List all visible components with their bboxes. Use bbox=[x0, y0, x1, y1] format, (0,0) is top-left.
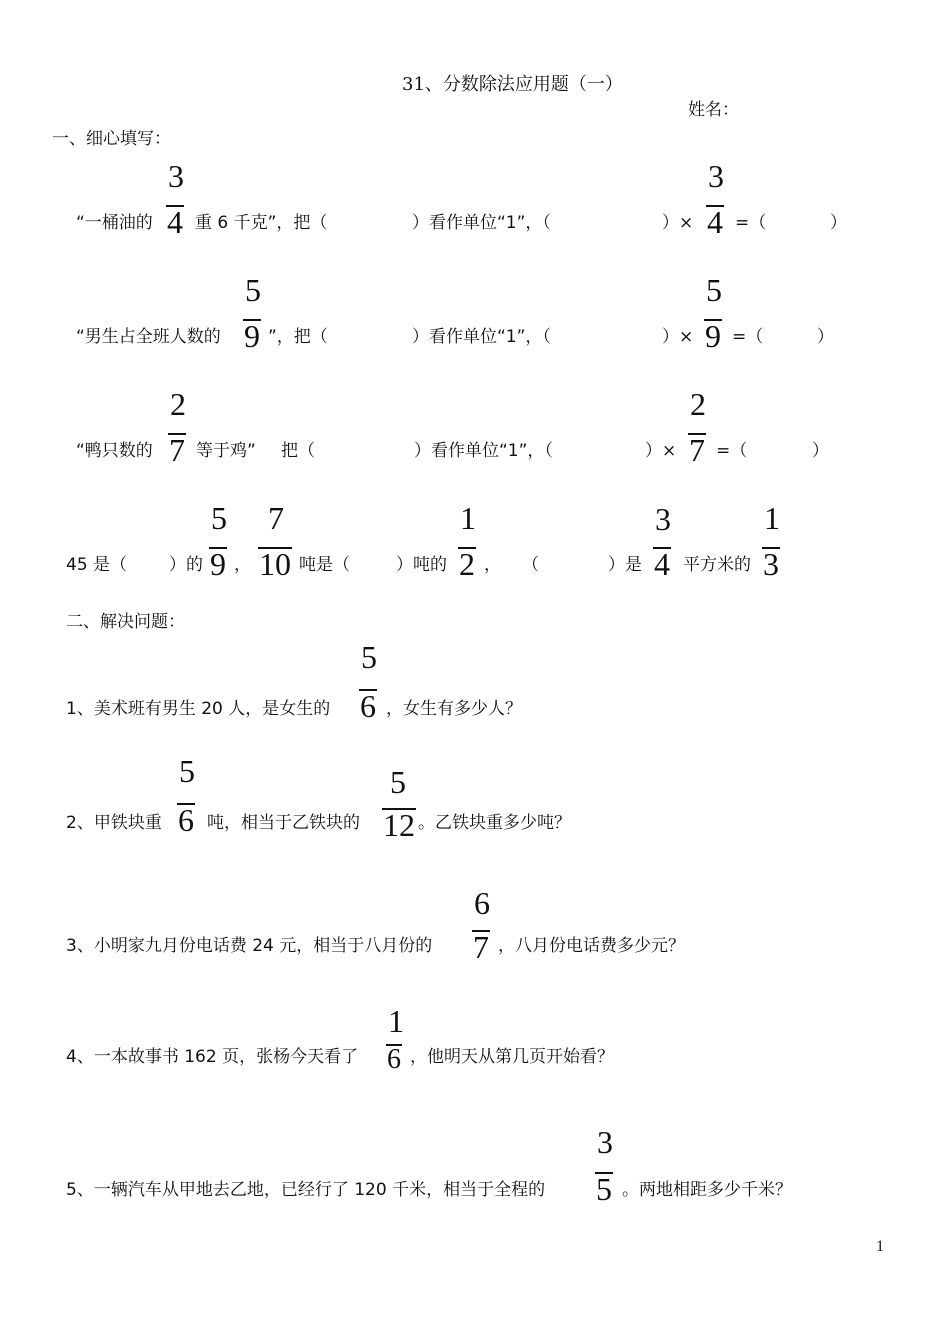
question-4-text-a: 4、一本故事书 162 页，张杨今天看了 bbox=[66, 1047, 359, 1067]
line4-text-a: 45 是（ bbox=[66, 555, 128, 575]
fraction-numerator: 5 bbox=[361, 639, 377, 675]
fraction-numerator: 7 bbox=[268, 500, 284, 536]
line1-text-c: ）看作单位“1”，（ bbox=[412, 213, 551, 233]
line4-text-g: （ bbox=[522, 555, 539, 575]
question-2-text-b: 吨，相当于乙铁块的 bbox=[207, 813, 360, 833]
fraction-denominator: 4 bbox=[167, 204, 183, 240]
line4-text-c: ， bbox=[234, 555, 251, 575]
name-label: 姓名： bbox=[688, 100, 739, 120]
line2-text-d: ）× bbox=[662, 327, 694, 347]
line3-text-a: “鸭只数的 bbox=[76, 441, 153, 461]
page-title: 31、分数除法应用题（一） bbox=[402, 74, 623, 95]
fraction-numerator: 6 bbox=[474, 885, 490, 921]
page-number: 1 bbox=[876, 1238, 884, 1255]
line4-text-b: ）的 bbox=[169, 555, 203, 575]
fraction-numerator: 5 bbox=[211, 500, 227, 536]
line4-text-i: 平方米的 bbox=[683, 555, 751, 575]
line1-text-b: 重 6 千克”，把（ bbox=[195, 213, 328, 233]
line3-text-g: ） bbox=[812, 441, 829, 461]
line1-text-a: “一桶油的 bbox=[76, 213, 153, 233]
question-5-text-b: 。两地相距多少千米？ bbox=[622, 1180, 792, 1200]
fraction-denominator: 4 bbox=[707, 204, 723, 240]
line1-text-d: ）× bbox=[662, 213, 694, 233]
line2-text-c: ）看作单位“1”，（ bbox=[412, 327, 551, 347]
fraction-denominator: 3 bbox=[763, 546, 779, 582]
fraction-numerator: 5 bbox=[179, 753, 195, 789]
question-1-text-b: ，女生有多少人？ bbox=[386, 699, 522, 719]
line4-text-d: 吨是（ bbox=[299, 555, 350, 575]
line2-text-a: “男生占全班人数的 bbox=[76, 327, 221, 347]
line1-text-e: =（ bbox=[735, 213, 767, 233]
line4-text-h: ）是 bbox=[608, 555, 642, 575]
question-2-text-a: 2、甲铁块重 bbox=[66, 813, 162, 833]
fraction-denominator: 2 bbox=[459, 546, 475, 582]
fraction-denominator: 9 bbox=[210, 546, 226, 582]
section2-heading: 二、解决问题： bbox=[66, 612, 185, 632]
fraction-denominator: 10 bbox=[259, 546, 291, 582]
fraction-numerator: 2 bbox=[690, 386, 706, 422]
fraction-numerator: 3 bbox=[708, 158, 724, 194]
fraction-numerator: 3 bbox=[655, 501, 671, 537]
fraction-numerator: 1 bbox=[460, 500, 476, 536]
fraction-denominator: 6 bbox=[178, 802, 194, 838]
fraction-numerator: 1 bbox=[764, 500, 780, 536]
fraction-numerator: 5 bbox=[706, 272, 722, 308]
line2-text-f: ） bbox=[817, 327, 834, 347]
question-3-text-b: ，八月份电话费多少元？ bbox=[498, 936, 685, 956]
fraction-denominator: 7 bbox=[689, 432, 705, 468]
fraction-numerator: 3 bbox=[168, 158, 184, 194]
line3-text-f: =（ bbox=[716, 441, 748, 461]
section1-heading: 一、细心填写： bbox=[52, 129, 171, 149]
fraction-denominator: 7 bbox=[473, 929, 489, 965]
line3-text-c: 把（ bbox=[281, 441, 315, 461]
question-5-text-a: 5、一辆汽车从甲地去乙地，已经行了 120 千米，相当于全程的 bbox=[66, 1180, 546, 1200]
line2-text-e: =（ bbox=[732, 327, 764, 347]
fraction-denominator: 5 bbox=[596, 1171, 612, 1207]
line4-text-e: ）吨的 bbox=[396, 555, 447, 575]
line2-text-b: ”，把（ bbox=[268, 327, 328, 347]
line3-text-e: ）× bbox=[645, 441, 677, 461]
question-3-text-a: 3、小明家九月份电话费 24 元，相当于八月份的 bbox=[66, 936, 433, 956]
fraction-denominator: 6 bbox=[387, 1044, 401, 1075]
fraction-denominator: 4 bbox=[654, 546, 670, 582]
fraction-denominator: 9 bbox=[244, 318, 260, 354]
fraction-numerator: 5 bbox=[245, 272, 261, 308]
fraction-denominator: 12 bbox=[383, 807, 415, 843]
question-4-text-b: ，他明天从第几页开始看？ bbox=[410, 1047, 614, 1067]
question-1-text-a: 1、美术班有男生 20 人，是女生的 bbox=[66, 699, 331, 719]
fraction-numerator: 3 bbox=[597, 1124, 613, 1160]
line3-text-d: ）看作单位“1”，（ bbox=[414, 441, 553, 461]
fraction-numerator: 5 bbox=[390, 764, 406, 800]
line4-text-f: ， bbox=[484, 555, 501, 575]
line1-text-f: ） bbox=[830, 213, 847, 233]
question-2-text-c: 。乙铁块重多少吨？ bbox=[418, 813, 571, 833]
fraction-denominator: 7 bbox=[169, 432, 185, 468]
fraction-numerator: 2 bbox=[170, 386, 186, 422]
fraction-denominator: 9 bbox=[705, 318, 721, 354]
fraction-numerator: 1 bbox=[388, 1003, 404, 1039]
line3-text-b: 等于鸡” bbox=[196, 441, 256, 461]
fraction-denominator: 6 bbox=[360, 688, 376, 724]
